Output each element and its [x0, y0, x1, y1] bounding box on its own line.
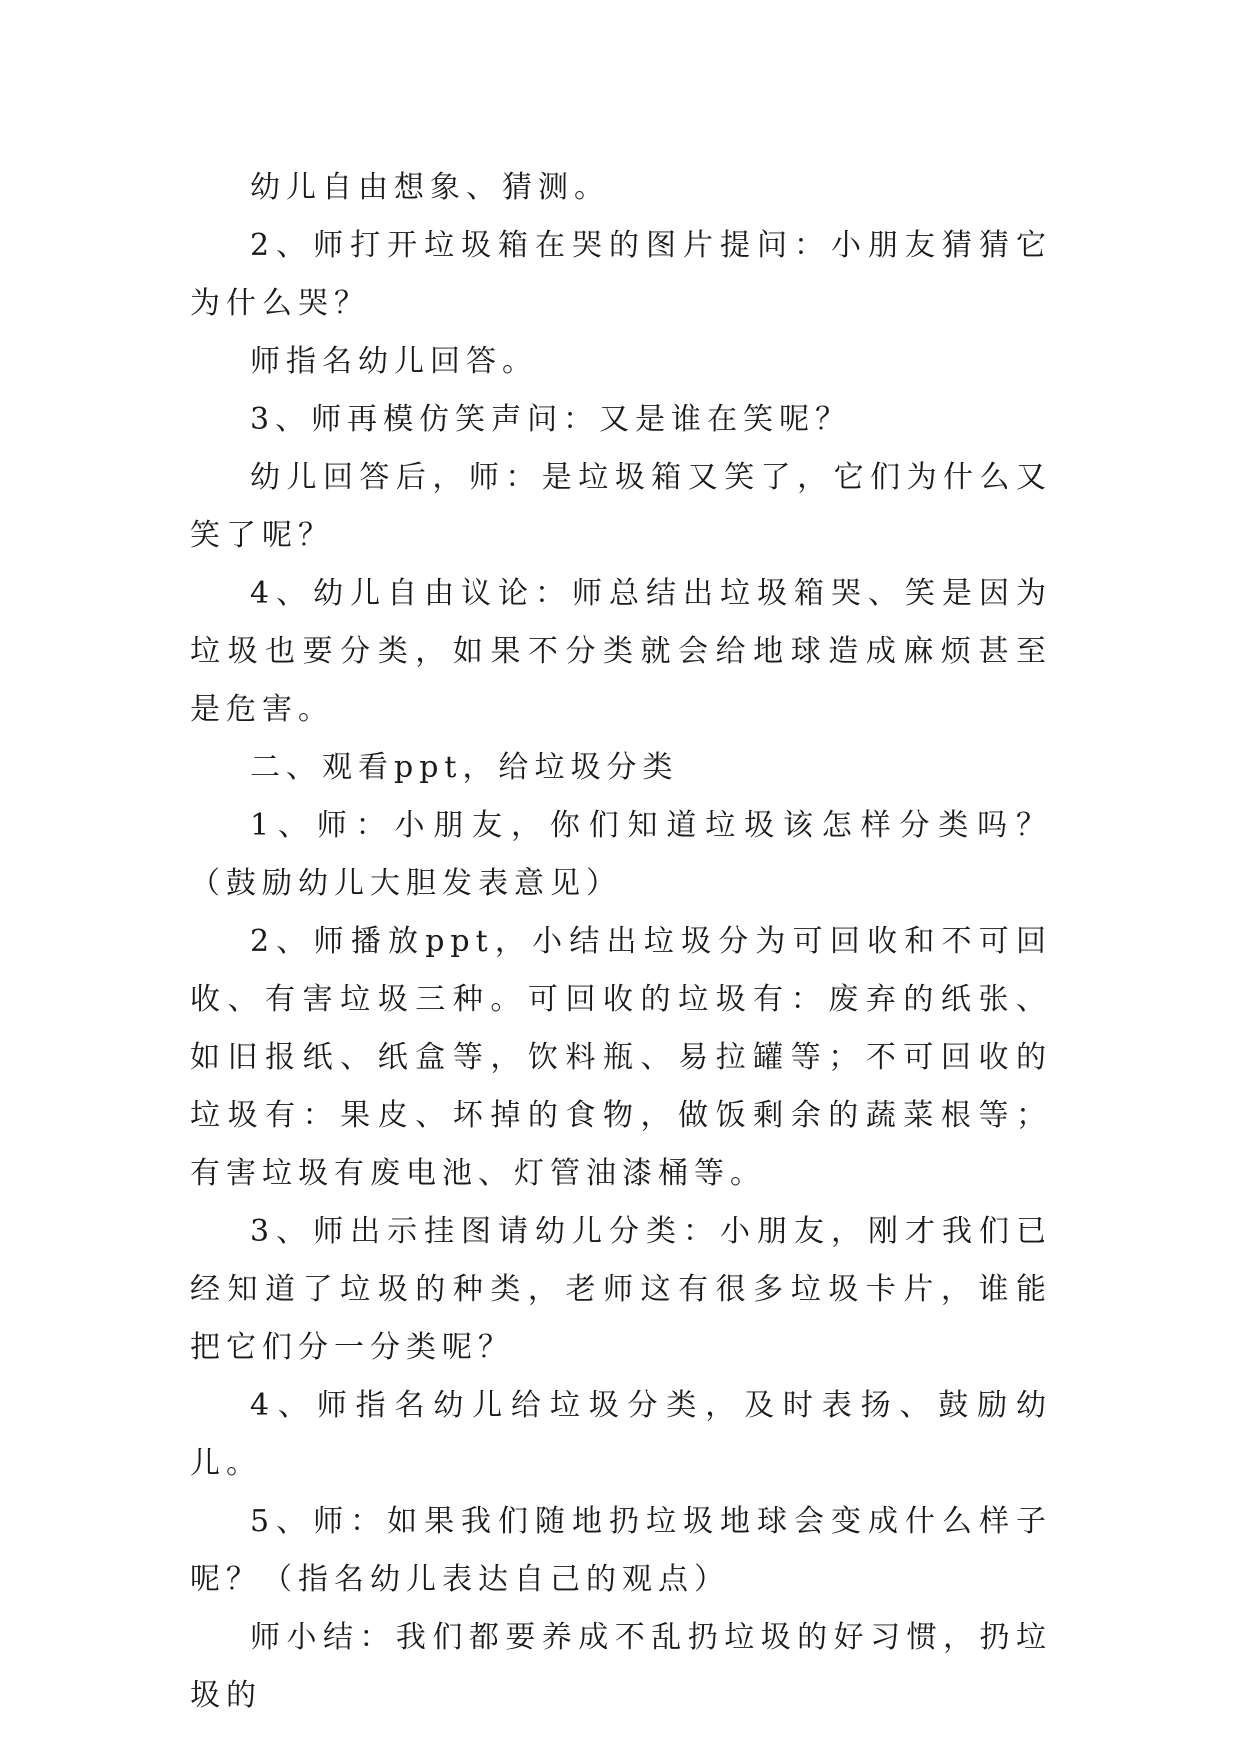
document-body — [190, 159, 1052, 1725]
paragraph-8: 2、师播放ppt，小结出垃圾分为可回收和不可回收、有害垃圾三种。可回收的垃圾有：废弃的纸张、如旧报纸、纸盒等，饮料瓶、易拉罐等；不可回收的垃圾有：果皮、坏掉的食物，做饭剩余的蔬菜根等；有害垃圾有废电池、灯管油漆桶等。 — [190, 924, 1052, 1191]
paragraph-12: 师小结：我们都要养成不乱扔垃圾的好习惯，扔垃圾的 — [190, 1620, 1052, 1713]
paragraph-4: 3、师再模仿笑声问：又是谁在笑呢？ — [250, 402, 852, 437]
section-heading: 二、观看ppt，给垃圾分类 — [250, 750, 679, 785]
paragraph-6: 4、幼儿自由议论：师总结出垃圾箱哭、笑是因为垃圾也要分类，如果不分类就会给地球造成麻烦甚至是危害。 — [190, 576, 1052, 727]
paragraph-10: 4、师指名幼儿给垃圾分类，及时表扬、鼓励幼儿。 — [190, 1388, 1052, 1481]
paragraph-2: 2、师打开垃圾箱在哭的图片提问：小朋友猜猜它为什么哭？ — [190, 228, 1052, 321]
paragraph-1: 幼儿自由想象、猜测。 — [250, 170, 610, 205]
paragraph-7: 1、师：小朋友，你们知道垃圾该怎样分类吗？（鼓励幼儿大胆发表意见） — [190, 808, 1052, 901]
paragraph-5: 幼儿回答后，师：是垃圾箱又笑了，它们为什么又笑了呢？ — [190, 460, 1052, 553]
paragraph-3: 师指名幼儿回答。 — [250, 344, 538, 379]
paragraph-9: 3、师出示挂图请幼儿分类：小朋友，刚才我们已经知道了垃圾的种类，老师这有很多垃圾卡片，谁能把它们分一分类呢？ — [190, 1214, 1052, 1365]
paragraph-11: 5、师：如果我们随地扔垃圾地球会变成什么样子呢？（指名幼儿表达自己的观点） — [190, 1504, 1052, 1597]
